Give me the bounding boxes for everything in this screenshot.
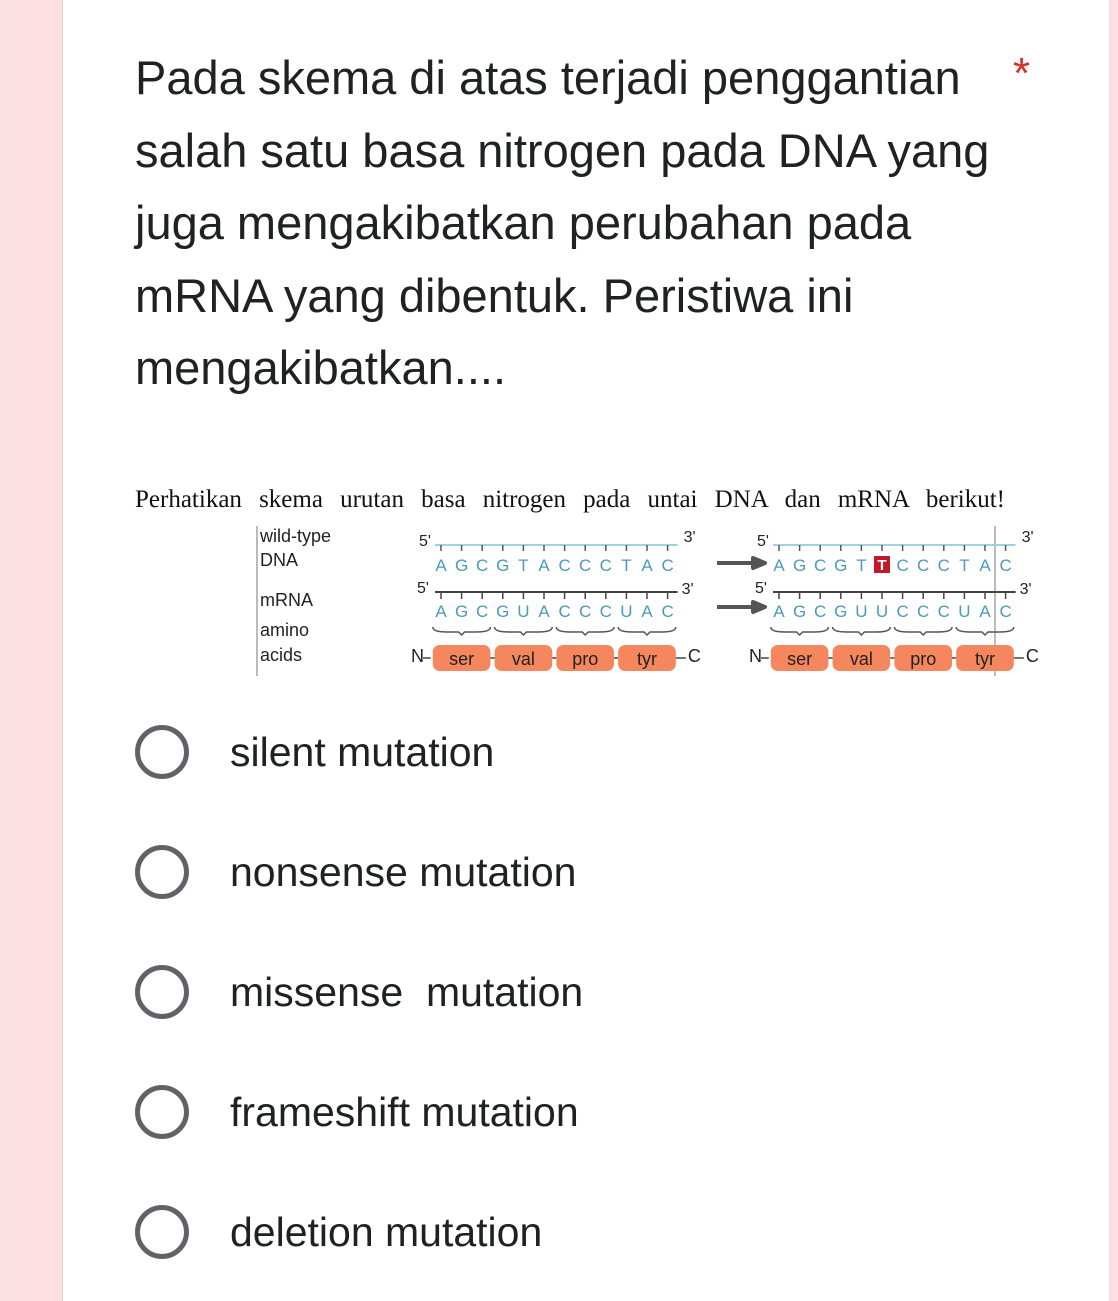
dna-base: C — [814, 556, 827, 575]
dna-arrow — [717, 558, 765, 568]
mrna-base: C — [558, 602, 571, 621]
dna-base: G — [454, 556, 469, 575]
question-card — [62, 0, 1110, 1301]
mrna-base: C — [599, 602, 612, 621]
mrna-base: A — [641, 602, 653, 621]
dna-base: C — [917, 556, 930, 575]
codon-bracket — [771, 627, 829, 635]
dna-base: A — [979, 556, 991, 575]
mrna-base: G — [792, 602, 807, 621]
dna-base: T — [856, 556, 867, 575]
row-label: mRNA — [260, 590, 313, 610]
dna-base: G — [792, 556, 807, 575]
row-label: wild-type — [260, 526, 332, 546]
figure-title: Perhatikan skema urutan basa nitrogen pada untai DNA dan mRNA berikut! — [135, 486, 1005, 513]
mrna-base: A — [773, 602, 785, 621]
radio-button[interactable] — [135, 1085, 189, 1139]
option-label: frameshift mutation — [230, 1088, 579, 1135]
amino-acid-label: ser — [787, 649, 813, 669]
row-label: amino — [260, 620, 310, 640]
row-label: DNA — [260, 550, 299, 570]
amino-acid-label: val — [511, 649, 535, 669]
mrna-base: U — [855, 602, 868, 621]
amino-acid-label: tyr — [637, 649, 657, 669]
dna-base: C — [599, 556, 612, 575]
dna-base: C — [937, 556, 950, 575]
mutation-diagram — [135, 486, 1039, 682]
amino-acid-label: val — [849, 649, 873, 669]
option-nonsense-mutation[interactable] — [135, 832, 835, 912]
radio-button[interactable] — [135, 725, 189, 779]
dna-base: G — [834, 556, 848, 575]
codon-bracket — [495, 627, 553, 635]
codon-bracket — [956, 627, 1014, 635]
question-line: salah satu basa nitrogen pada DNA yang — [135, 123, 990, 177]
question-line: juga mengakibatkan perubahan pada — [135, 196, 912, 249]
mrna-base: C — [896, 602, 909, 621]
wildtype-n-terminus: N — [411, 646, 424, 666]
question-line: mRNA yang dibentuk. Peristiwa ini — [135, 268, 854, 322]
codon-bracket — [433, 627, 491, 635]
dna-base: C — [558, 556, 571, 575]
mrna-base: C — [917, 602, 930, 621]
required-asterisk: * — [1013, 49, 1031, 98]
dna-base: A — [435, 556, 447, 575]
option-label: silent mutation — [230, 728, 495, 775]
option-silent-mutation[interactable] — [135, 712, 835, 792]
mrna-base: C — [476, 602, 489, 621]
radio-button[interactable] — [135, 1205, 189, 1259]
codon-bracket — [833, 627, 891, 635]
question-text — [135, 42, 1015, 405]
mrna-base: U — [620, 602, 633, 621]
amino-acid-label: tyr — [975, 649, 995, 669]
dna-base: A — [538, 556, 550, 575]
mutant-mrna-3-prime: 3' — [1019, 581, 1032, 598]
question-line: Pada skema di atas terjadi penggantian — [135, 51, 961, 104]
mrna-base: U — [875, 602, 889, 621]
radio-button[interactable] — [135, 845, 189, 899]
mrna-base: G — [834, 602, 848, 621]
mrna-base: A — [538, 602, 550, 621]
option-missense-mutation[interactable] — [135, 952, 835, 1032]
mrna-base: C — [579, 602, 592, 621]
dna-base-mutated: T — [877, 557, 887, 574]
wildtype-mrna-5-prime: 5' — [417, 580, 429, 597]
dna-base: A — [773, 556, 785, 575]
amino-acid-label: ser — [449, 649, 475, 669]
question-line: mengakibatkan.... — [135, 341, 506, 394]
option-label: missense mutation — [230, 968, 584, 1015]
dna-base: T — [959, 556, 970, 575]
option-deletion-mutation[interactable] — [135, 1192, 835, 1272]
codon-bracket — [894, 627, 952, 635]
mrna-base: U — [517, 602, 530, 621]
radio-button[interactable] — [135, 965, 189, 1019]
mrna-base: A — [979, 602, 991, 621]
wildtype-c-terminus: C — [687, 646, 701, 666]
amino-acid-label: pro — [572, 649, 599, 669]
wildtype-mrna-3-prime: 3' — [681, 581, 694, 598]
mrna-base: C — [661, 602, 674, 621]
dna-base: T — [621, 556, 632, 575]
mrna-base: C — [937, 602, 950, 621]
option-label: deletion mutation — [230, 1208, 543, 1255]
mutant-dna-5-prime: 5' — [757, 533, 769, 550]
mutant-dna-3-prime: 3' — [1021, 529, 1034, 546]
mutant-mrna-5-prime: 5' — [755, 580, 767, 597]
wildtype-dna-3-prime: 3' — [683, 529, 696, 546]
dna-base: A — [641, 556, 653, 575]
option-label: nonsense mutation — [230, 848, 577, 895]
mrna-base: C — [999, 602, 1012, 621]
dna-base: C — [579, 556, 592, 575]
dna-base: G — [496, 556, 510, 575]
dna-base: C — [661, 556, 674, 575]
dna-base: C — [896, 556, 909, 575]
row-label: acids — [260, 645, 303, 665]
codon-bracket — [618, 627, 676, 635]
dna-base: T — [518, 556, 529, 575]
dna-base: C — [476, 556, 489, 575]
wildtype-dna-5-prime: 5' — [419, 533, 431, 550]
mutant-c-terminus: C — [1025, 646, 1039, 666]
option-frameshift-mutation[interactable] — [135, 1072, 835, 1152]
mutant-n-terminus: N — [749, 646, 762, 666]
codon-bracket — [556, 627, 614, 635]
mrna-base: C — [814, 602, 827, 621]
dna-base: C — [999, 556, 1012, 575]
mrna-base: A — [435, 602, 447, 621]
mrna-base: G — [454, 602, 469, 621]
mrna-arrow — [717, 602, 765, 612]
mrna-base: U — [958, 602, 971, 621]
amino-acid-label: pro — [910, 649, 937, 669]
mutation-figure — [135, 486, 1039, 682]
mrna-base: G — [496, 602, 510, 621]
